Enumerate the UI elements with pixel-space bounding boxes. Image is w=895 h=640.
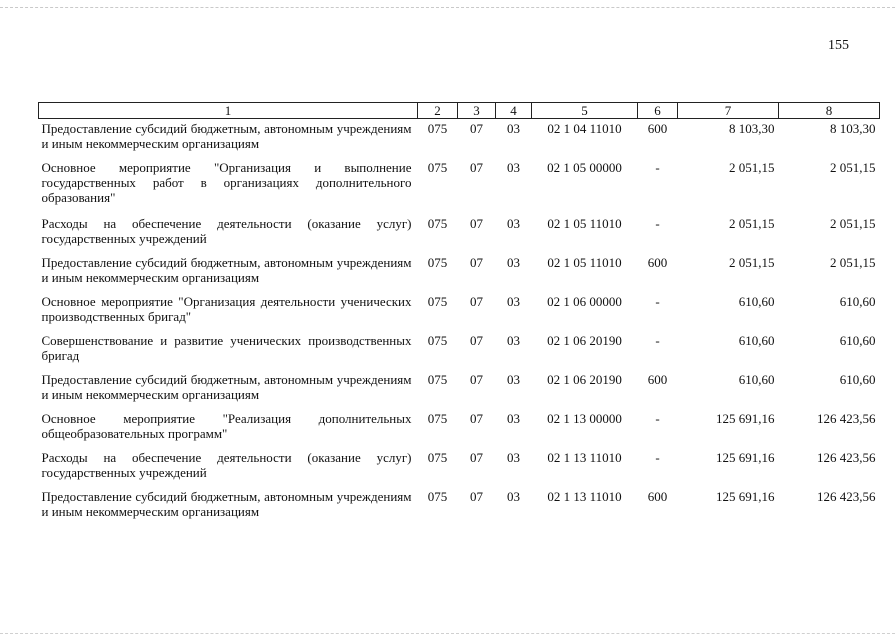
row-section: 07 (470, 372, 483, 387)
row-expense-type: - (655, 160, 660, 175)
row-expense-type: 600 (647, 489, 668, 504)
row-section: 07 (470, 121, 483, 136)
row-target-code: 02 1 05 00000 (547, 160, 622, 175)
row-description: Основное мероприятие "Организация и выполнение государственных работ в организациях дополнительного образования" (41, 160, 412, 205)
row-section: 07 (470, 489, 483, 504)
row-admin-code: 075 (427, 333, 448, 348)
row-description: Совершенствование и развитие ученических производственных бригад (41, 333, 412, 363)
row-admin-code: 075 (427, 160, 448, 175)
row-subsection: 03 (507, 489, 520, 504)
col-header-5: 5 (532, 103, 638, 119)
row-description: Предоставление субсидий бюджетным, автономным учреждениям и иным некоммерческим организациям (41, 489, 412, 519)
row-subsection: 03 (507, 216, 520, 231)
table-row (39, 370, 880, 409)
table-row (39, 292, 880, 331)
row-amount-2: 2 051,15 (830, 255, 876, 270)
scan-bottom-edge (0, 633, 895, 635)
row-admin-code: 075 (427, 489, 448, 504)
table-row (39, 253, 880, 292)
row-expense-type: 600 (647, 372, 668, 387)
row-amount-1: 610,60 (738, 333, 775, 348)
row-amount-1: 8 103,30 (729, 121, 775, 136)
row-target-code: 02 1 13 11010 (547, 450, 622, 465)
row-subsection: 03 (507, 121, 520, 136)
row-amount-2: 610,60 (839, 333, 876, 348)
row-target-code: 02 1 06 20190 (547, 333, 622, 348)
col-header-4: 4 (496, 103, 532, 119)
row-description: Предоставление субсидий бюджетным, автономным учреждениям и иным некоммерческим организациям (41, 121, 412, 151)
row-section: 07 (470, 216, 483, 231)
col-header-6: 6 (638, 103, 678, 119)
row-subsection: 03 (507, 294, 520, 309)
row-amount-2: 126 423,56 (817, 411, 876, 426)
row-amount-1: 610,60 (738, 372, 775, 387)
row-section: 07 (470, 294, 483, 309)
row-amount-2: 126 423,56 (817, 450, 876, 465)
col-header-1: 1 (39, 103, 418, 119)
col-header-8: 8 (779, 103, 880, 119)
row-target-code: 02 1 13 11010 (547, 489, 622, 504)
row-amount-1: 125 691,16 (716, 411, 775, 426)
row-target-code: 02 1 06 00000 (547, 294, 622, 309)
row-target-code: 02 1 13 00000 (547, 411, 622, 426)
table-row (39, 119, 880, 159)
table-body (39, 119, 880, 527)
row-section: 07 (470, 411, 483, 426)
row-admin-code: 075 (427, 450, 448, 465)
row-admin-code: 075 (427, 294, 448, 309)
table-row (39, 448, 880, 487)
row-section: 07 (470, 450, 483, 465)
row-amount-2: 8 103,30 (830, 121, 876, 136)
row-admin-code: 075 (427, 411, 448, 426)
row-section: 07 (470, 255, 483, 270)
row-subsection: 03 (507, 160, 520, 175)
row-amount-1: 125 691,16 (716, 489, 775, 504)
row-description: Предоставление субсидий бюджетным, автономным учреждениям и иным некоммерческим организациям (41, 372, 412, 402)
row-subsection: 03 (507, 450, 520, 465)
row-amount-2: 126 423,56 (817, 489, 876, 504)
col-header-2: 2 (418, 103, 458, 119)
row-expense-type: - (655, 411, 660, 426)
row-subsection: 03 (507, 411, 520, 426)
table-row (39, 409, 880, 448)
col-header-3: 3 (458, 103, 496, 119)
row-subsection: 03 (507, 333, 520, 348)
row-amount-1: 2 051,15 (729, 160, 775, 175)
row-amount-1: 125 691,16 (716, 450, 775, 465)
scan-top-edge (0, 7, 895, 9)
row-expense-type: - (655, 333, 660, 348)
row-expense-type: - (655, 450, 660, 465)
row-amount-2: 610,60 (839, 294, 876, 309)
row-expense-type: - (655, 216, 660, 231)
row-description: Основное мероприятие "Организация деятельности ученических производственных бригад" (41, 294, 412, 324)
row-expense-type: 600 (647, 255, 668, 270)
row-target-code: 02 1 06 20190 (547, 372, 622, 387)
row-amount-2: 2 051,15 (830, 160, 876, 175)
row-amount-1: 610,60 (738, 294, 775, 309)
row-description: Расходы на обеспечение деятельности (оказание услуг) государственных учреждений (41, 216, 412, 246)
table-row (39, 331, 880, 370)
table-header (39, 103, 880, 119)
row-subsection: 03 (507, 255, 520, 270)
row-amount-2: 610,60 (839, 372, 876, 387)
row-description: Расходы на обеспечение деятельности (оказание услуг) государственных учреждений (41, 450, 412, 480)
row-amount-2: 2 051,15 (830, 216, 876, 231)
page-number: 155 (828, 38, 849, 53)
row-target-code: 02 1 05 11010 (547, 255, 622, 270)
budget-table (38, 102, 880, 526)
table-row (39, 214, 880, 253)
row-amount-1: 2 051,15 (729, 255, 775, 270)
row-description: Предоставление субсидий бюджетным, автономным учреждениям и иным некоммерческим организациям (41, 255, 412, 285)
row-amount-1: 2 051,15 (729, 216, 775, 231)
row-description: Основное мероприятие "Реализация дополнительных общеобразовательных программ" (41, 411, 412, 441)
table-row (39, 158, 880, 214)
row-admin-code: 075 (427, 372, 448, 387)
row-admin-code: 075 (427, 121, 448, 136)
table-row (39, 487, 880, 526)
row-expense-type: 600 (647, 121, 668, 136)
row-target-code: 02 1 05 11010 (547, 216, 622, 231)
row-section: 07 (470, 333, 483, 348)
row-admin-code: 075 (427, 216, 448, 231)
row-section: 07 (470, 160, 483, 175)
row-subsection: 03 (507, 372, 520, 387)
col-header-7: 7 (678, 103, 779, 119)
row-admin-code: 075 (427, 255, 448, 270)
header-row (39, 103, 880, 119)
row-expense-type: - (655, 294, 660, 309)
row-target-code: 02 1 04 11010 (547, 121, 622, 136)
